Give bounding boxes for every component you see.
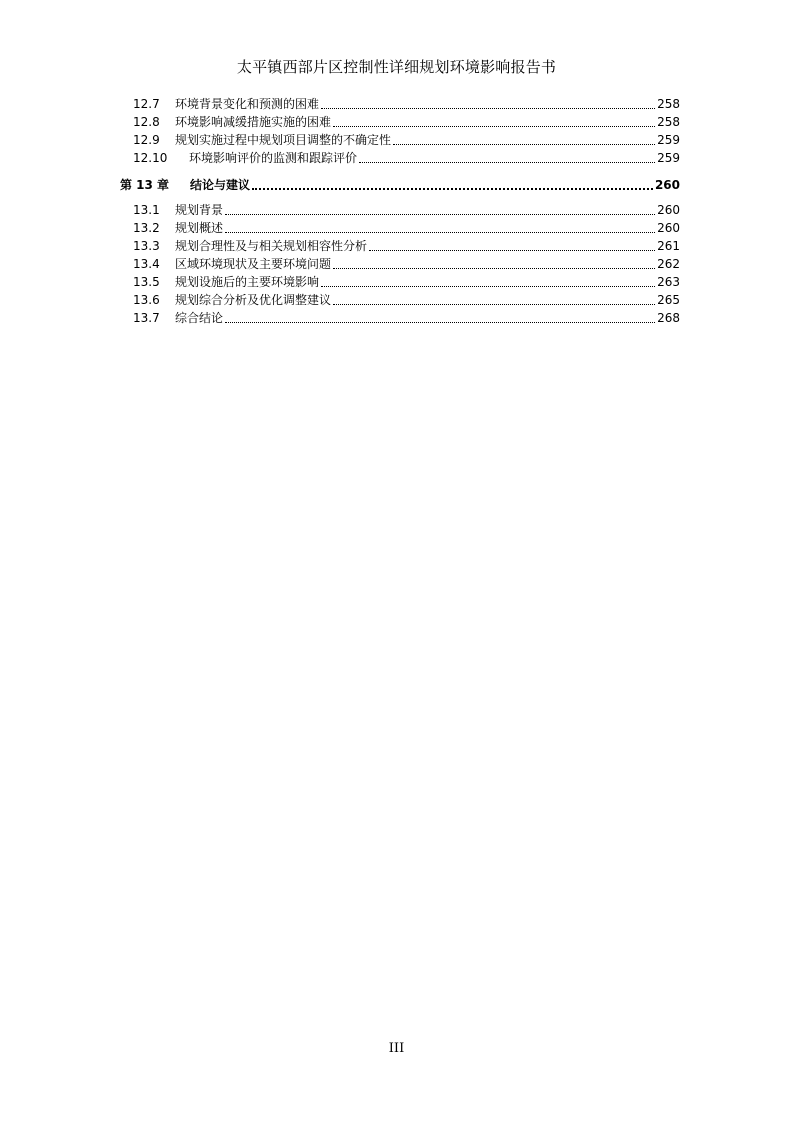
toc-entry-13-7[interactable] [120,308,680,326]
toc-chapter-title: 结论与建议 [190,178,251,192]
toc-entry-page: 259 [657,151,680,165]
toc-entry-number: 13.7 [133,311,160,325]
toc-entry-number: 12.9 [133,133,160,147]
toc-entry-number: 13.4 [133,257,160,271]
toc-entry-number: 13.5 [133,275,160,289]
toc-entry-12-7[interactable] [120,94,680,112]
toc-entry-number: 13.2 [133,221,160,235]
toc-entry-page: 260 [657,203,680,217]
toc-entry-title: 环境影响减缓措施实施的困难 [175,115,332,129]
toc-entry-13-3[interactable] [120,236,680,254]
toc-entry-12-8[interactable] [120,112,680,130]
toc-entry-page: 259 [657,133,680,147]
toc-entry-title: 规划实施过程中规划项目调整的不确定性 [175,133,392,147]
toc-entry-13-6[interactable] [120,290,680,308]
dot-leader [369,240,655,251]
table-of-contents [120,94,680,326]
toc-entry-page: 261 [657,239,680,253]
toc-entry-title: 规划综合分析及优化调整建议 [175,293,332,307]
page-number: III [388,1041,405,1056]
toc-entry-number: 12.8 [133,115,160,129]
dot-leader [393,134,655,145]
toc-chapter-13[interactable] [120,173,680,193]
dot-leader [333,294,655,305]
dot-leader [333,116,655,127]
toc-entry-title: 规划设施后的主要环境影响 [175,275,320,289]
toc-chapter-number: 第 13 章 [120,178,170,192]
toc-entry-number: 13.6 [133,293,160,307]
dot-leader [359,152,655,163]
toc-entry-13-4[interactable] [120,254,680,272]
dot-leader [333,258,655,269]
toc-entry-number: 12.10 [133,151,168,165]
dot-leader [225,222,655,233]
toc-entry-title: 环境背景变化和预测的困难 [175,97,320,111]
toc-entry-12-10[interactable] [120,148,680,166]
toc-entry-title: 规划合理性及与相关规划相容性分析 [175,239,368,253]
toc-entry-page: 265 [657,293,680,307]
toc-entry-title: 环境影响评价的监测和跟踪评价 [189,151,358,165]
toc-entry-page: 260 [657,221,680,235]
toc-entry-title: 区域环境现状及主要环境问题 [175,257,332,271]
page-header-title: 太平镇西部片区控制性详细规划环境影响报告书 [236,58,557,76]
toc-entry-number: 13.1 [133,203,160,217]
dot-leader [321,276,655,287]
toc-entry-page: 263 [657,275,680,289]
toc-entry-page: 268 [657,311,680,325]
toc-chapter-page: 260 [654,178,680,192]
toc-entry-title: 规划背景 [175,203,224,217]
dot-leader [225,312,655,323]
toc-entry-13-1[interactable] [120,200,680,218]
dot-leader [225,204,655,215]
dot-leader [252,179,653,190]
toc-entry-number: 13.3 [133,239,160,253]
toc-entry-13-5[interactable] [120,272,680,290]
toc-entry-page: 258 [657,97,680,111]
toc-entry-13-2[interactable] [120,218,680,236]
toc-entry-page: 262 [657,257,680,271]
toc-entry-title: 规划概述 [175,221,224,235]
toc-entry-page: 258 [657,115,680,129]
toc-entry-number: 12.7 [133,97,160,111]
dot-leader [321,98,655,109]
toc-entry-title: 综合结论 [175,311,224,325]
toc-entry-12-9[interactable] [120,130,680,148]
